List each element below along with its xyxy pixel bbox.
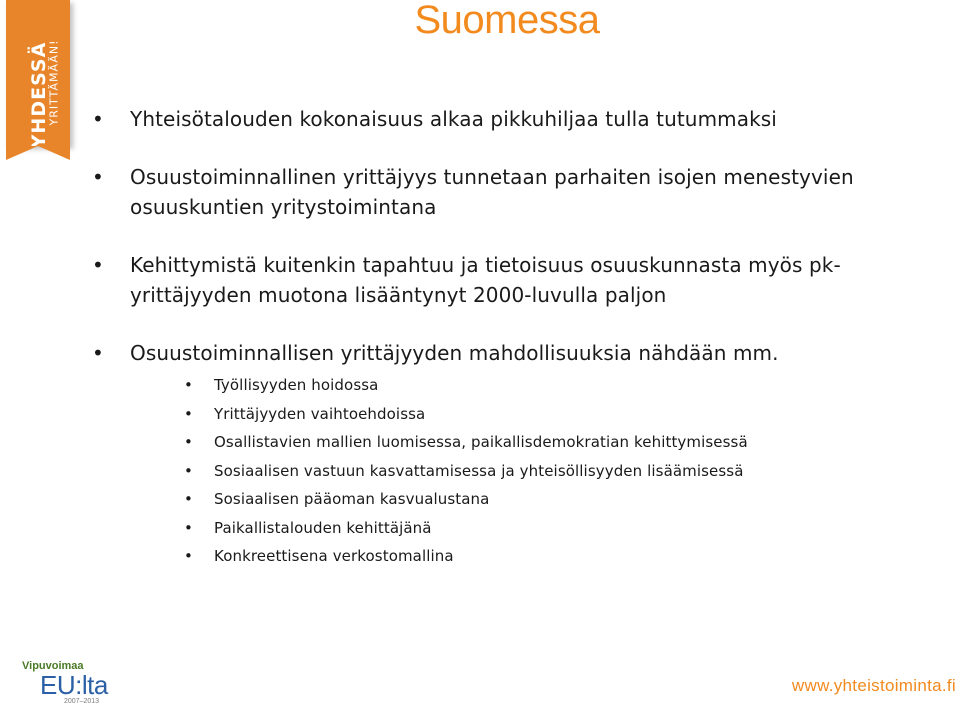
- vipuvoimaa-eu-logo: [22, 660, 132, 716]
- bullet-dot-icon: •: [92, 341, 104, 365]
- slide-title-text: Suomessa: [414, 0, 600, 42]
- sub-bullet-text: Työllisyyden hoidossa: [214, 376, 379, 394]
- footer-logo-years: 2007–2013: [64, 698, 100, 705]
- sub-bullet-item: [184, 400, 954, 429]
- sub-bullet-dot-icon: •: [184, 518, 193, 537]
- sub-bullet-dot-icon: •: [184, 433, 193, 451]
- bullet-item: [92, 250, 954, 310]
- bullet-item: [92, 338, 954, 368]
- bullet-dot-icon: •: [92, 253, 104, 277]
- sub-bullet-dot-icon: •: [184, 547, 193, 565]
- sub-bullet-dot-icon: •: [184, 461, 193, 480]
- footer-url: www.yhteistoiminta.fi: [791, 676, 956, 695]
- sub-bullet-text: Sosiaalisen pääoman kasvualustana: [214, 490, 490, 508]
- sub-bullet-item: [184, 514, 954, 543]
- sub-bullet-text: Paikallistalouden kehittäjänä: [214, 518, 432, 537]
- bullet-item: [92, 162, 954, 222]
- bullet-item: [92, 104, 954, 134]
- sub-bullet-item: [184, 542, 954, 571]
- slide-content: [92, 104, 954, 571]
- logo-main-text: YHDESSÄ: [28, 41, 50, 149]
- sub-bullet-text: Osallistavien mallien luomisessa, paikallisdemokratian kehittymisessä: [214, 433, 748, 451]
- bullet-dot-icon: •: [92, 107, 104, 131]
- sub-bullet-item: [184, 371, 954, 400]
- sub-bullet-dot-icon: •: [184, 404, 193, 423]
- sub-bullet-item: [184, 485, 954, 514]
- bullet-text: Osuustoiminnallisen yrittäjyyden mahdollisuuksia nähdään mm.: [130, 341, 779, 365]
- sub-bullet-text: Sosiaalisen vastuun kasvattamisessa ja yhteisöllisyyden lisäämisessä: [214, 461, 744, 480]
- sub-bullet-text: Yrittäjyyden vaihtoehdoissa: [214, 404, 426, 423]
- bullet-text: Kehittymistä kuitenkin tapahtuu ja tietoisuus osuuskunnasta myös pk-yrittäjyyden muotona lisääntynyt 2000-luvulla paljon: [130, 253, 841, 307]
- bullet-dot-icon: •: [92, 165, 104, 189]
- bullet-text: Yhteisötalouden kokonaisuus alkaa pikkuhiljaa tulla tutummaksi: [130, 107, 777, 131]
- footer-logo-small-text: Vipuvoimaa: [22, 660, 84, 672]
- slide-title: [0, 0, 960, 40]
- sub-bullet-dot-icon: •: [184, 490, 193, 508]
- sub-bullet-text: Konkreettisena verkostomallina: [214, 547, 454, 565]
- logo-sub-text: YRITTÄMÄÄN!: [47, 39, 61, 126]
- sub-bullet-list: [92, 371, 954, 571]
- sub-bullet-item: [184, 457, 954, 486]
- sub-bullet-item: [184, 428, 954, 457]
- sub-bullet-dot-icon: •: [184, 376, 193, 394]
- bullet-text: Osuustoiminnallinen yrittäjyys tunnetaan parhaiten isojen menestyvien osuuskuntien yritystoimintana: [130, 165, 854, 219]
- footer-logo-big-text: EU:lta: [40, 670, 108, 700]
